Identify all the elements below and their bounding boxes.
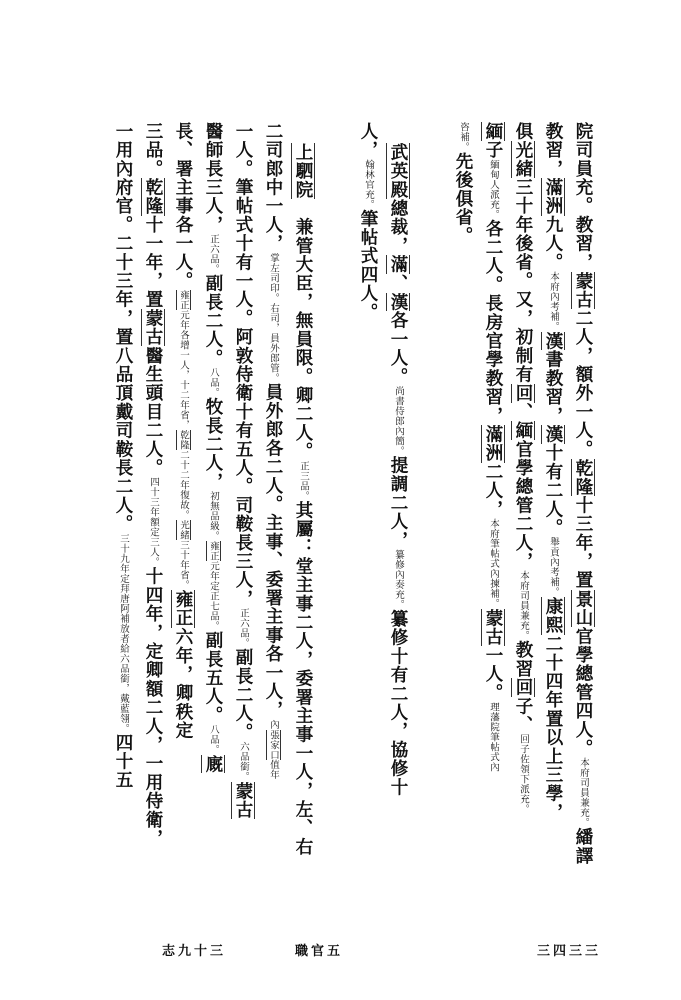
text-segment: 蒙古: [143, 309, 163, 347]
text-segment: 蒙古: [233, 781, 253, 820]
annotation-note: 元年定正七品。: [208, 561, 219, 632]
text-column: [385, 143, 411, 797]
text-segment: 一用內府官。二十三年，置八品頂戴司鞍長二人。: [113, 122, 133, 534]
text-column: [450, 122, 476, 246]
text-segment: 先後俱省。: [453, 152, 473, 246]
annotation-note: 光緒: [178, 520, 189, 541]
text-segment: 蒙古: [573, 271, 593, 310]
text-segment: 醫生頭目二人。: [143, 346, 163, 478]
text-segment: 長、署主事各一人。: [173, 122, 193, 291]
text-segment: 書教習，: [543, 350, 563, 426]
annotation-note: 三十年省。: [178, 540, 189, 591]
text-segment: 教習: [513, 640, 533, 679]
annotation-note: 掌左司印。: [268, 252, 279, 303]
text-segment: 總裁，: [388, 199, 408, 256]
text-segment: 副長二人。: [203, 274, 223, 368]
text-segment: 漢: [543, 425, 563, 444]
text-segment: 其屬：堂主事二人，委署主事一人，左、右: [293, 500, 313, 857]
annotation-note: 舉貢內考補。: [548, 537, 559, 598]
text-segment: 子、: [513, 696, 533, 735]
annotation-note: 理藩院筆帖式內: [488, 702, 499, 773]
annotation-note: 正六品。: [208, 234, 219, 275]
annotation-note: 翰林官充。: [363, 159, 374, 210]
text-segment: 纂修十有二人，協修十: [388, 609, 408, 797]
text-segment: 一人。: [483, 646, 503, 703]
annotation-note: 右司，員外郎管。: [268, 302, 279, 383]
annotation-note: 本府司員兼充。: [518, 570, 529, 641]
text-column: [170, 122, 196, 740]
text-segment: 乾隆: [573, 458, 593, 497]
text-segment: 十三年，置: [573, 496, 593, 590]
text-segment: 院司員充。: [573, 122, 593, 216]
annotation-note: 正六品。: [238, 608, 249, 649]
annotation-note: 正三品。: [298, 460, 309, 501]
text-segment: 醫師長三人，: [203, 122, 223, 235]
annotation-note: 四十三年額定三人。: [148, 477, 159, 568]
text-segment: 景山: [573, 589, 593, 627]
annotation-note: 尚書侍郎內簡。: [393, 386, 404, 457]
text-column: [140, 122, 166, 848]
annotation-note: 八品。: [208, 367, 219, 398]
annotation-note: 乾隆: [178, 430, 189, 451]
text-segment: 十一年，置: [143, 215, 163, 310]
annotation-note: 本府內考補。: [548, 271, 559, 332]
text-segment: 滿: [388, 255, 408, 274]
text-segment: 六年，卿秩定: [173, 627, 193, 740]
text-column: [110, 122, 136, 790]
text-segment: 漢: [543, 331, 563, 351]
text-segment: 筆帖式四人。: [358, 209, 378, 322]
text-segment: 副長二人。: [233, 648, 253, 742]
text-segment: 兼管大臣，無員限。卿二人。: [293, 199, 313, 461]
text-segment: 九人。: [543, 215, 563, 272]
text-segment: 十四年，定卿額二人，一用侍衛，: [143, 567, 163, 848]
annotation-note: 雍正: [178, 290, 189, 311]
text-segment: 各二人。長房官學教習，: [483, 219, 503, 426]
text-segment: 雍正: [173, 590, 193, 628]
text-segment: 滿洲: [543, 178, 563, 216]
text-column: [480, 122, 506, 772]
text-segment: 武英殿: [388, 143, 408, 200]
text-column: [540, 122, 566, 822]
annotation-note: 初無品級。: [208, 491, 219, 542]
text-segment: 緬: [513, 421, 533, 440]
annotation-note: 元年各增一人，十二年省，: [178, 310, 189, 431]
text-segment: 十有二人。: [543, 443, 563, 538]
text-segment: 副長五人。: [203, 631, 223, 725]
text-segment: 教習，: [543, 122, 563, 179]
text-segment: 人，: [358, 122, 378, 160]
text-segment: 回: [513, 383, 533, 403]
text-segment: 牧長二人，: [203, 397, 223, 492]
text-column: [230, 122, 256, 819]
page-number: 三四三三: [537, 944, 602, 959]
text-segment: 員外郎各二人。主事、委署主事各一人，: [263, 382, 283, 720]
text-segment: 二十四年置以上三學，: [543, 634, 563, 822]
annotation-note: 張家口: [268, 729, 279, 760]
text-segment: 緬: [483, 122, 503, 141]
annotation-note: 本府筆帖式內揀補。: [488, 518, 499, 609]
annotation-note: 雍正: [208, 541, 219, 562]
annotation-note: 回子佐領下派充。: [518, 734, 529, 815]
text-segment: 教習，: [573, 215, 593, 272]
text-segment: 子: [483, 140, 503, 160]
text-column: [260, 122, 286, 780]
annotation-note: 本府司員兼充。: [578, 757, 589, 828]
text-segment: 三品。: [143, 122, 163, 179]
text-column: [200, 122, 226, 773]
text-column: [510, 122, 536, 814]
text-column: [290, 143, 316, 856]
section-label: 職官五: [295, 944, 344, 959]
annotation-note: 內: [268, 719, 279, 730]
text-segment: 康熙: [543, 597, 563, 635]
annotation-note: 八品。: [208, 724, 219, 755]
annotation-note: 三十九年定拜唐阿補放者給六品銜，戴藍翎。: [118, 533, 129, 734]
text-segment: 回: [513, 678, 533, 697]
text-segment: 漢: [388, 292, 408, 312]
text-column: [570, 122, 596, 865]
annotation-note: 值年: [268, 759, 279, 780]
text-segment: 蒙古: [483, 608, 503, 647]
text-column: [355, 122, 381, 322]
text-segment: 、: [513, 402, 533, 422]
text-segment: 二人，: [483, 462, 503, 519]
annotation-note: 緬甸人派充。: [488, 159, 499, 220]
chapter-label: 志九十三: [162, 944, 227, 959]
text-segment: 官學總管二人，: [513, 439, 533, 571]
text-segment: 廐: [203, 754, 223, 774]
text-segment: 二人，額外一人。: [573, 309, 593, 459]
annotation-note: 六品銜。: [238, 741, 249, 782]
text-segment: 二司郎中一人，: [263, 122, 283, 253]
text-segment: 俱: [513, 122, 533, 141]
text-segment: 滿洲: [483, 425, 503, 463]
text-segment: 光緒: [513, 140, 533, 179]
text-segment: 一人。筆帖式十有一人。阿敦侍衛十有五人。司鞍長三人，: [233, 122, 253, 609]
text-segment: 繙譯: [573, 827, 593, 866]
text-segment: 、: [388, 273, 408, 293]
text-segment: 提調二人，: [388, 456, 408, 550]
text-segment: 四十五: [113, 733, 133, 790]
text-segment: 官學總管四人。: [573, 626, 593, 758]
annotation-note: 咨補。: [458, 122, 469, 152]
text-segment: 各一人。: [388, 311, 408, 387]
annotation-note: 二十二年復故。: [178, 450, 189, 521]
text-segment: 上駟院: [293, 143, 313, 200]
text-segment: 三十年後省。又，初制有: [513, 178, 533, 384]
text-segment: 乾隆: [143, 178, 163, 216]
annotation-note: 纂修內奏充。: [393, 549, 404, 610]
